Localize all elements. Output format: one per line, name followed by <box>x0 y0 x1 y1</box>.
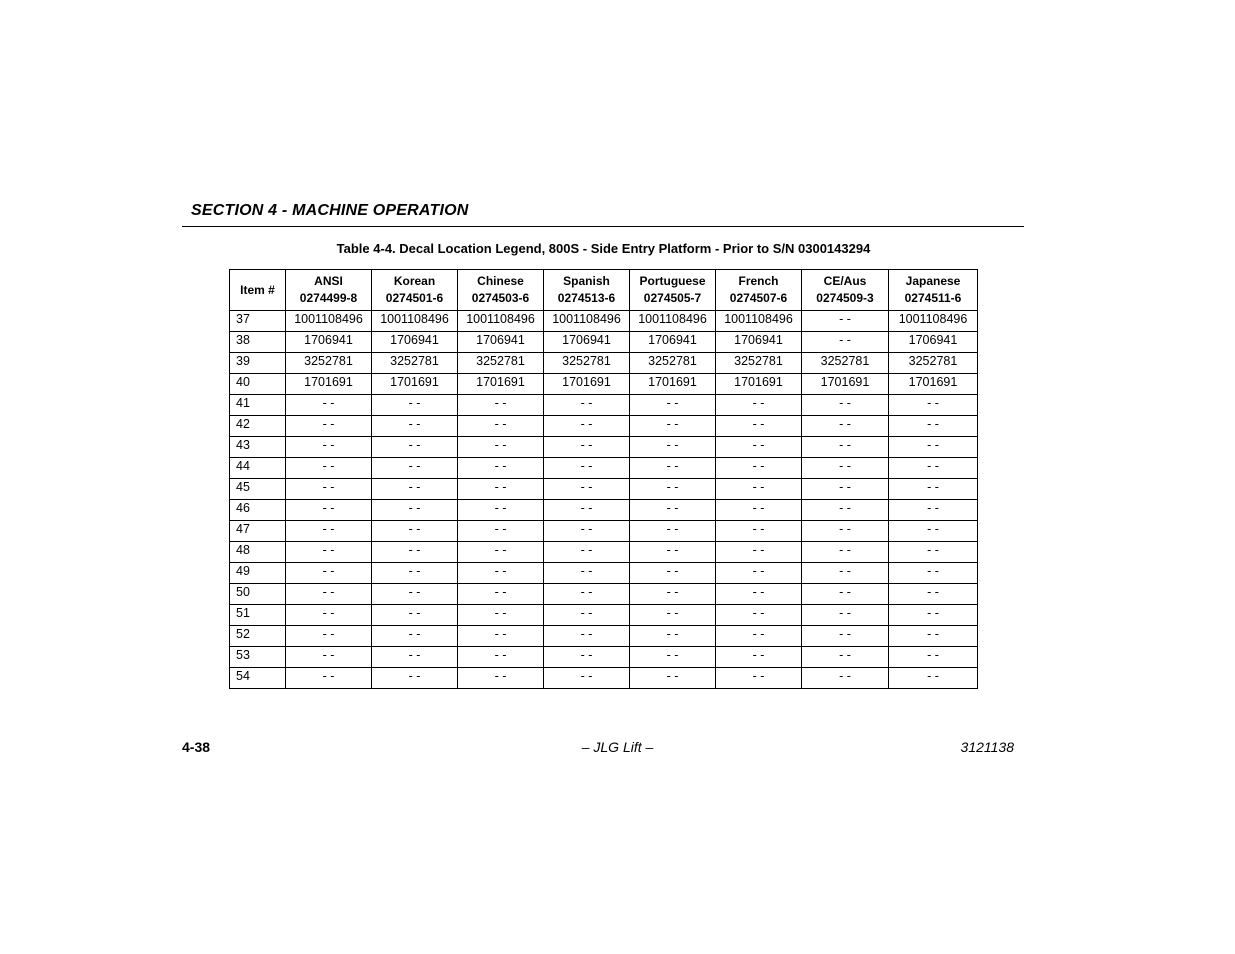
part-number-cell: - - <box>544 605 630 626</box>
table-header-row <box>230 270 978 311</box>
part-number-cell: - - <box>802 584 889 605</box>
part-number-cell: - - <box>544 563 630 584</box>
column-header <box>458 270 544 311</box>
part-number-cell: - - <box>372 626 458 647</box>
part-number-cell: - - <box>889 647 978 668</box>
item-number-cell: 45 <box>230 479 286 500</box>
part-number-cell: - - <box>630 584 716 605</box>
item-number-cell: 54 <box>230 668 286 689</box>
part-number-cell: - - <box>802 416 889 437</box>
item-number-cell: 49 <box>230 563 286 584</box>
part-number-cell: - - <box>458 584 544 605</box>
part-number-cell: 3252781 <box>544 353 630 374</box>
part-number-cell: - - <box>889 416 978 437</box>
part-number-cell: - - <box>889 542 978 563</box>
part-number-cell: - - <box>716 668 802 689</box>
part-number-cell: 3252781 <box>802 353 889 374</box>
part-number-cell: - - <box>802 458 889 479</box>
part-number-cell: - - <box>286 563 372 584</box>
table-caption: Table 4-4. Decal Location Legend, 800S - Side Entry Platform - Prior to S/N 0300143294 <box>336 241 871 256</box>
column-header <box>630 270 716 311</box>
part-number-cell: - - <box>458 605 544 626</box>
part-number-cell: 1001108496 <box>544 311 630 332</box>
part-number-cell: - - <box>630 668 716 689</box>
part-number-cell: 1701691 <box>544 374 630 395</box>
table-body <box>230 311 978 689</box>
table-row <box>230 500 978 521</box>
table-row <box>230 311 978 332</box>
item-number-cell: 39 <box>230 353 286 374</box>
table-row <box>230 374 978 395</box>
document-number: 3121138 <box>960 739 1014 755</box>
table-row <box>230 605 978 626</box>
part-number-cell: - - <box>630 626 716 647</box>
part-number-cell: - - <box>544 416 630 437</box>
part-number-cell: - - <box>802 437 889 458</box>
part-number-cell: 1001108496 <box>286 311 372 332</box>
part-number-cell: - - <box>286 458 372 479</box>
column-header <box>716 270 802 311</box>
part-number-cell: - - <box>286 626 372 647</box>
part-number-cell: - - <box>716 542 802 563</box>
part-number-cell: - - <box>802 626 889 647</box>
column-header-title: Japanese <box>905 274 961 288</box>
part-number-cell: - - <box>716 416 802 437</box>
part-number-cell: - - <box>372 416 458 437</box>
part-number-cell: - - <box>802 311 889 332</box>
item-number-cell: 46 <box>230 500 286 521</box>
column-header-part-number: 0274511-6 <box>904 291 962 305</box>
part-number-cell: 1706941 <box>889 332 978 353</box>
part-number-cell: - - <box>544 500 630 521</box>
part-number-cell: - - <box>802 647 889 668</box>
part-number-cell: - - <box>286 668 372 689</box>
part-number-cell: 1706941 <box>458 332 544 353</box>
table-row <box>230 416 978 437</box>
item-number-cell: 41 <box>230 395 286 416</box>
item-number-cell: 50 <box>230 584 286 605</box>
part-number-cell: - - <box>630 416 716 437</box>
table-row <box>230 584 978 605</box>
part-number-cell: - - <box>372 521 458 542</box>
part-number-cell: 3252781 <box>889 353 978 374</box>
table-row <box>230 332 978 353</box>
part-number-cell: - - <box>372 647 458 668</box>
table-row <box>230 542 978 563</box>
part-number-cell: 3252781 <box>372 353 458 374</box>
part-number-cell: - - <box>544 647 630 668</box>
column-header-title: Item # <box>240 282 275 297</box>
part-number-cell: - - <box>458 416 544 437</box>
part-number-cell: - - <box>802 563 889 584</box>
decal-table-container <box>229 269 978 689</box>
column-header-title: ANSI <box>314 274 343 288</box>
column-header-part-number: 0274509-3 <box>816 291 874 305</box>
item-number-cell: 40 <box>230 374 286 395</box>
part-number-cell: - - <box>889 479 978 500</box>
column-header-title: Chinese <box>477 274 524 288</box>
part-number-cell: 1706941 <box>630 332 716 353</box>
part-number-cell: - - <box>889 395 978 416</box>
part-number-cell: 1701691 <box>630 374 716 395</box>
part-number-cell: - - <box>286 647 372 668</box>
part-number-cell: - - <box>544 479 630 500</box>
column-header-part-number: 0274513-6 <box>557 291 616 305</box>
item-number-cell: 53 <box>230 647 286 668</box>
part-number-cell: - - <box>630 500 716 521</box>
part-number-cell: 1701691 <box>286 374 372 395</box>
part-number-cell: - - <box>802 668 889 689</box>
part-number-cell: - - <box>286 437 372 458</box>
part-number-cell: - - <box>716 479 802 500</box>
part-number-cell: 1701691 <box>889 374 978 395</box>
part-number-cell: 1701691 <box>372 374 458 395</box>
part-number-cell: - - <box>630 647 716 668</box>
table-row <box>230 353 978 374</box>
part-number-cell: - - <box>544 395 630 416</box>
part-number-cell: 3252781 <box>630 353 716 374</box>
part-number-cell: - - <box>372 437 458 458</box>
page-number: 4-38 <box>182 739 211 755</box>
part-number-cell: - - <box>630 605 716 626</box>
part-number-cell: - - <box>716 395 802 416</box>
table-row <box>230 395 978 416</box>
table-row <box>230 668 978 689</box>
part-number-cell: - - <box>372 395 458 416</box>
part-number-cell: - - <box>458 626 544 647</box>
part-number-cell: - - <box>630 563 716 584</box>
part-number-cell: 1001108496 <box>458 311 544 332</box>
part-number-cell: - - <box>889 626 978 647</box>
part-number-cell: - - <box>286 395 372 416</box>
part-number-cell: - - <box>458 458 544 479</box>
part-number-cell: - - <box>716 458 802 479</box>
part-number-cell: - - <box>889 500 978 521</box>
item-number-cell: 42 <box>230 416 286 437</box>
part-number-cell: - - <box>458 479 544 500</box>
part-number-cell: - - <box>716 521 802 542</box>
part-number-cell: - - <box>802 500 889 521</box>
part-number-cell: - - <box>889 563 978 584</box>
part-number-cell: - - <box>544 626 630 647</box>
part-number-cell: - - <box>286 542 372 563</box>
part-number-cell: - - <box>458 395 544 416</box>
part-number-cell: - - <box>716 626 802 647</box>
section-title: SECTION 4 - MACHINE OPERATION <box>191 202 469 219</box>
part-number-cell: - - <box>286 479 372 500</box>
column-header <box>889 270 978 311</box>
part-number-cell: - - <box>716 500 802 521</box>
item-number-cell: 38 <box>230 332 286 353</box>
part-number-cell: 1701691 <box>716 374 802 395</box>
part-number-cell: - - <box>889 605 978 626</box>
part-number-cell: - - <box>630 395 716 416</box>
table-row <box>230 458 978 479</box>
part-number-cell: - - <box>630 521 716 542</box>
column-header-title: Korean <box>393 274 436 288</box>
part-number-cell: - - <box>286 416 372 437</box>
part-number-cell: 1001108496 <box>889 311 978 332</box>
part-number-cell: - - <box>286 500 372 521</box>
part-number-cell: - - <box>630 437 716 458</box>
part-number-cell: - - <box>716 563 802 584</box>
column-header <box>372 270 458 311</box>
part-number-cell: - - <box>802 395 889 416</box>
part-number-cell: 3252781 <box>286 353 372 374</box>
column-header-title: Portuguese <box>639 274 706 288</box>
part-number-cell: - - <box>716 647 802 668</box>
part-number-cell: - - <box>889 668 978 689</box>
part-number-cell: - - <box>286 584 372 605</box>
column-header-title: CE/Aus <box>823 274 867 288</box>
part-number-cell: - - <box>458 521 544 542</box>
part-number-cell: - - <box>544 458 630 479</box>
part-number-cell: 3252781 <box>716 353 802 374</box>
part-number-cell: - - <box>286 521 372 542</box>
item-number-cell: 44 <box>230 458 286 479</box>
item-number-cell: 52 <box>230 626 286 647</box>
part-number-cell: - - <box>458 542 544 563</box>
column-header-part-number: 0274499-8 <box>299 291 358 305</box>
column-header <box>802 270 889 311</box>
column-header-title: Spanish <box>563 274 610 288</box>
column-header <box>230 270 286 311</box>
part-number-cell: - - <box>544 542 630 563</box>
part-number-cell: - - <box>372 668 458 689</box>
column-header-part-number: 0274503-6 <box>471 291 530 305</box>
part-number-cell: - - <box>458 437 544 458</box>
part-number-cell: - - <box>372 584 458 605</box>
part-number-cell: - - <box>889 437 978 458</box>
part-number-cell: - - <box>458 668 544 689</box>
column-header-part-number: 0274507-6 <box>729 291 788 305</box>
part-number-cell: - - <box>716 605 802 626</box>
part-number-cell: - - <box>372 500 458 521</box>
table-row <box>230 626 978 647</box>
item-number-cell: 48 <box>230 542 286 563</box>
part-number-cell: - - <box>716 584 802 605</box>
part-number-cell: - - <box>802 332 889 353</box>
part-number-cell: - - <box>372 458 458 479</box>
part-number-cell: 1706941 <box>544 332 630 353</box>
part-number-cell: - - <box>802 521 889 542</box>
column-header-title: French <box>738 274 779 288</box>
part-number-cell: 1701691 <box>458 374 544 395</box>
part-number-cell: 1706941 <box>286 332 372 353</box>
part-number-cell: - - <box>544 437 630 458</box>
table-row <box>230 521 978 542</box>
table-row <box>230 437 978 458</box>
footer-center-text: – JLG Lift – <box>581 739 654 755</box>
part-number-cell: 1001108496 <box>630 311 716 332</box>
part-number-cell: - - <box>544 521 630 542</box>
part-number-cell: 1001108496 <box>716 311 802 332</box>
item-number-cell: 51 <box>230 605 286 626</box>
part-number-cell: 1706941 <box>372 332 458 353</box>
part-number-cell: - - <box>802 542 889 563</box>
part-number-cell: - - <box>802 605 889 626</box>
item-number-cell: 37 <box>230 311 286 332</box>
part-number-cell: - - <box>458 500 544 521</box>
item-number-cell: 43 <box>230 437 286 458</box>
decal-location-table <box>229 269 978 689</box>
column-header-part-number: 0274501-6 <box>385 291 444 305</box>
table-row <box>230 647 978 668</box>
part-number-cell: - - <box>286 605 372 626</box>
part-number-cell: - - <box>889 584 978 605</box>
part-number-cell: - - <box>630 542 716 563</box>
section-divider <box>182 226 1024 227</box>
part-number-cell: - - <box>630 479 716 500</box>
column-header <box>286 270 372 311</box>
part-number-cell: - - <box>544 584 630 605</box>
part-number-cell: - - <box>372 563 458 584</box>
part-number-cell: - - <box>544 668 630 689</box>
part-number-cell: 1701691 <box>802 374 889 395</box>
column-header-part-number: 0274505-7 <box>643 291 702 305</box>
table-row <box>230 563 978 584</box>
part-number-cell: - - <box>889 521 978 542</box>
part-number-cell: - - <box>630 458 716 479</box>
part-number-cell: - - <box>458 563 544 584</box>
part-number-cell: - - <box>372 605 458 626</box>
part-number-cell: - - <box>889 458 978 479</box>
part-number-cell: - - <box>372 479 458 500</box>
item-number-cell: 47 <box>230 521 286 542</box>
part-number-cell: 3252781 <box>458 353 544 374</box>
table-row <box>230 479 978 500</box>
part-number-cell: - - <box>802 479 889 500</box>
part-number-cell: 1706941 <box>716 332 802 353</box>
part-number-cell: - - <box>372 542 458 563</box>
part-number-cell: 1001108496 <box>372 311 458 332</box>
column-header <box>544 270 630 311</box>
part-number-cell: - - <box>458 647 544 668</box>
part-number-cell: - - <box>716 437 802 458</box>
